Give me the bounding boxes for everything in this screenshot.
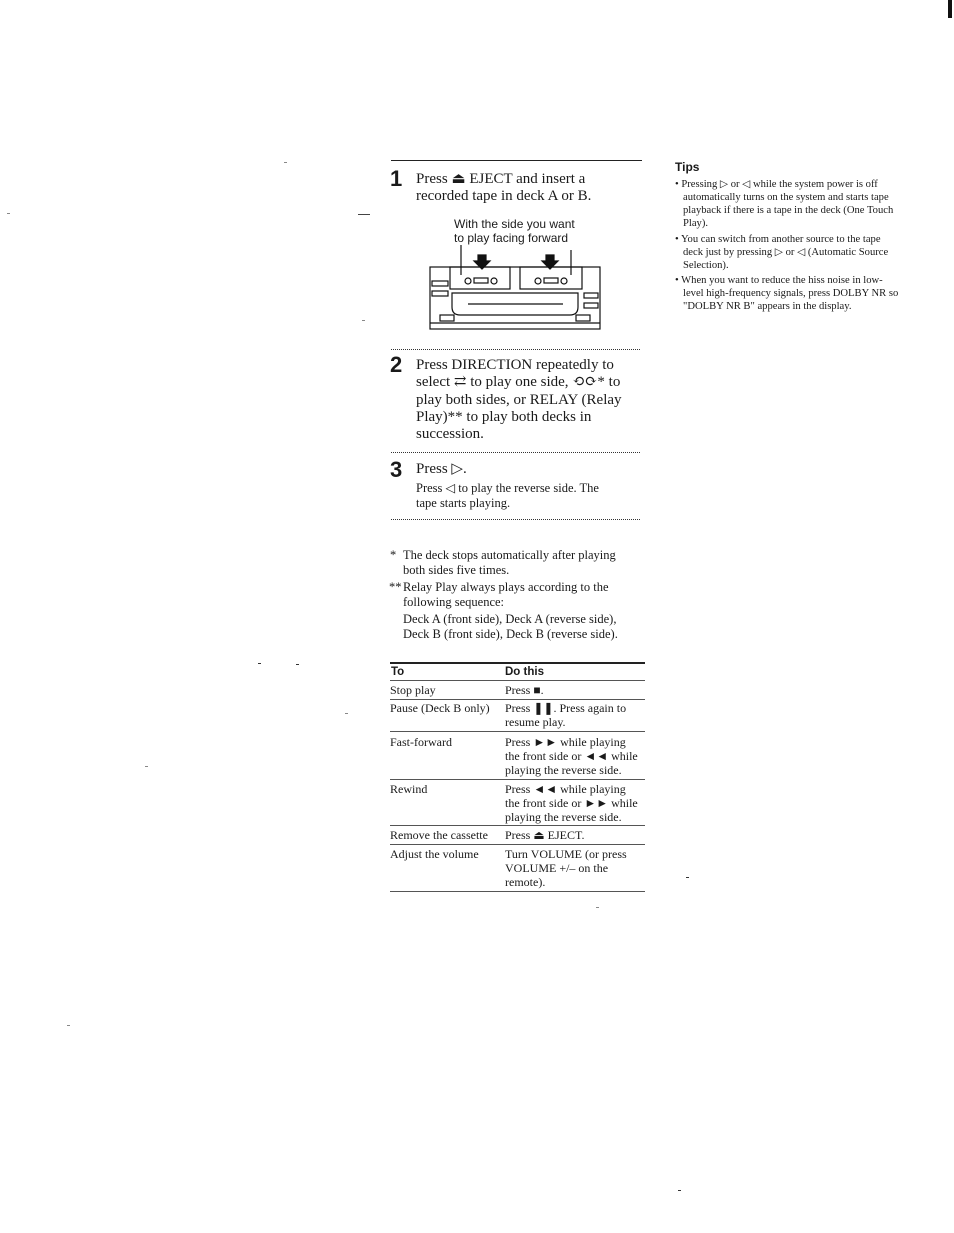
step-3-subtext — [416, 481, 656, 512]
step-3-subline: tape starts playing. — [416, 496, 511, 511]
table-bottom-rule — [390, 891, 645, 892]
tip-line: • You can switch from another source to the tape — [675, 234, 881, 245]
table-row-rule — [390, 699, 645, 700]
table-cell-line: Turn VOLUME (or press — [505, 847, 627, 861]
step-3-text — [416, 461, 656, 478]
tip-item — [675, 233, 925, 272]
table-cell-to: Remove the cassette — [390, 828, 488, 842]
note-line: following sequence: — [403, 595, 505, 610]
step-3-top-rule — [391, 452, 640, 454]
scan-speck — [358, 214, 370, 215]
note-line: both sides five times. — [403, 563, 510, 578]
scan-speck — [596, 907, 599, 908]
step-2-line: Play)** to play both decks in — [416, 408, 592, 425]
table-cell-line: remote). — [505, 875, 546, 889]
tip-line: level high-frequency signals, press DOLBY NR so — [683, 288, 899, 299]
table-cell-do — [505, 782, 645, 824]
table-cell-do — [505, 683, 645, 697]
tip-line: • Pressing ▷ or ◁ while the system power is off — [675, 179, 878, 190]
tip-line: Play). — [683, 218, 709, 229]
tip-item — [675, 178, 925, 230]
note-line: Relay Play always plays according to the — [403, 580, 609, 594]
caption-line: to play facing forward — [454, 231, 569, 245]
table-cell-to: Fast-forward — [390, 735, 452, 749]
note-line: The deck stops automatically after playing — [403, 548, 616, 562]
tip-line: Selection). — [683, 260, 729, 271]
table-row — [390, 847, 502, 861]
table-cell-line: VOLUME +/– on the — [505, 861, 609, 875]
table-cell-do — [505, 847, 645, 889]
step-2-line: succession. — [416, 426, 484, 443]
table-cell-to: Pause (Deck B only) — [390, 701, 490, 715]
step-2-top-rule — [391, 349, 640, 351]
table-header-to: To — [391, 666, 405, 678]
table-cell-line: Press ►► while playing — [505, 735, 626, 749]
scan-edge-mark — [948, 0, 952, 18]
table-header-do-this: Do this — [505, 666, 544, 678]
step-1-text — [416, 171, 656, 206]
tip-line: playback if there is a tape in the deck (One Touch — [683, 205, 894, 216]
table-cell-line: Press ❚❚. Press again to — [505, 701, 627, 715]
note-line: Deck B (front side), Deck B (reverse side). — [403, 627, 618, 642]
step-2-number: 2 — [390, 352, 403, 377]
note-2-text — [403, 580, 653, 643]
tip-line: "DOLBY NR B" appears in the display. — [683, 301, 852, 312]
note-line: Deck A (front side), Deck A (reverse side), — [403, 611, 617, 626]
step-3-subline: Press ◁ to play the reverse side. The — [416, 481, 599, 495]
table-row — [390, 782, 502, 796]
scan-speck — [7, 213, 10, 214]
scan-speck — [145, 766, 148, 767]
caption-line: With the side you want — [454, 217, 575, 231]
tip-item — [675, 274, 925, 313]
table-row — [390, 828, 502, 842]
table-cell-line: Press ■. — [505, 683, 544, 697]
table-row — [390, 683, 502, 697]
tips-title: Tips — [675, 160, 700, 174]
scan-speck — [345, 713, 348, 714]
step-3-number: 3 — [390, 457, 403, 482]
table-cell-line: the front side or ◄◄ while — [505, 749, 638, 763]
table-row-rule — [390, 779, 645, 780]
scan-speck — [296, 664, 299, 665]
table-cell-to: Rewind — [390, 782, 428, 796]
table-cell-line: the front side or ►► while — [505, 796, 638, 810]
tip-line: automatically turns on the system and starts tape — [683, 192, 889, 203]
scan-speck — [67, 1025, 70, 1026]
table-cell-do — [505, 828, 645, 842]
step-2-line: select ⇄ to play one side, ⟲⟳* to — [416, 374, 621, 391]
table-row-rule — [390, 825, 645, 826]
step-1-top-rule — [391, 160, 642, 161]
table-cell-line: Press ⏏ EJECT. — [505, 828, 585, 842]
table-top-rule — [390, 662, 645, 664]
table-cell-line: playing the reverse side. — [505, 810, 622, 824]
scan-speck — [284, 162, 287, 163]
table-cell-line: playing the reverse side. — [505, 763, 622, 777]
step-2-text — [416, 357, 656, 443]
table-row-rule — [390, 844, 645, 845]
table-cell-do — [505, 701, 645, 729]
scan-speck — [362, 320, 365, 321]
step-2-line: play both sides, or RELAY (Relay — [416, 391, 622, 408]
note-2-marker: ** — [389, 580, 402, 594]
note-1-marker: * — [390, 548, 397, 562]
step-3-line: Press ▷. — [416, 461, 467, 477]
table-row — [390, 701, 502, 715]
step-1-line: recorded tape in deck A or B. — [416, 188, 592, 205]
note-1-text — [403, 548, 653, 579]
tip-line: deck just by pressing ▷ or ◁ (Automatic Source — [683, 247, 889, 258]
table-cell-do — [505, 735, 645, 777]
table-header-rule — [390, 680, 645, 681]
illustration-caption — [454, 217, 575, 245]
cassette-deck-illustration — [428, 245, 604, 333]
scan-speck — [258, 663, 261, 664]
table-cell-to: Stop play — [390, 683, 436, 697]
step-2-line: Press DIRECTION repeatedly to — [416, 357, 614, 373]
table-row — [390, 735, 502, 749]
scan-speck — [678, 1190, 681, 1191]
table-cell-line: Press ◄◄ while playing — [505, 782, 626, 796]
tip-line: • When you want to reduce the hiss noise in low- — [675, 275, 883, 286]
table-cell-to: Adjust the volume — [390, 847, 479, 861]
table-cell-line: resume play. — [505, 715, 566, 729]
step-1-number: 1 — [390, 166, 403, 191]
steps-bottom-rule — [391, 519, 640, 521]
scan-speck — [686, 877, 689, 878]
step-1-line: Press ⏏ EJECT and insert a — [416, 171, 586, 187]
table-row-rule — [390, 731, 645, 732]
